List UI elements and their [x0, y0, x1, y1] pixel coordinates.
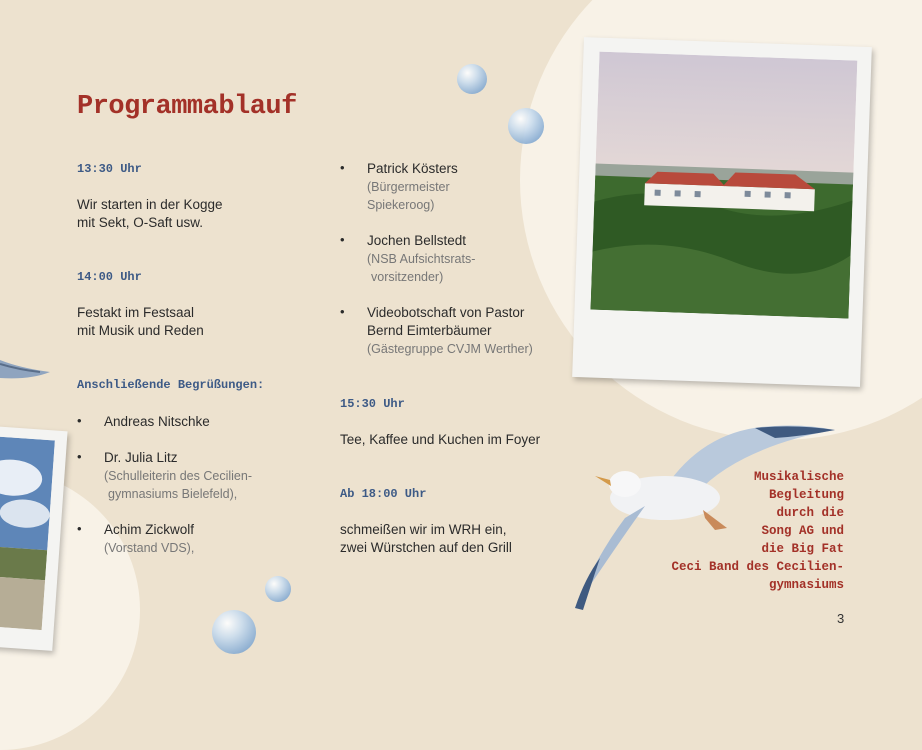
event-text: Wir starten in der Kogge mit Sekt, O-Saft usw. — [77, 197, 223, 230]
bullet-marker: • — [77, 413, 82, 428]
bullet-marker: • — [340, 232, 345, 247]
speaker-item: Videobotschaft von Pastor Bernd Eimterbäumer (Gästegruppe CVJM Werther) — [367, 305, 533, 356]
bubble-decoration — [265, 576, 291, 602]
speaker-item: Achim Zickwolf (Vorstand VDS), — [104, 522, 195, 555]
music-note: Musikalische Begleitung durch die Song AG und die Big Fat Ceci Band des Cecilien- gymnasiums — [671, 470, 844, 592]
bubble-decoration — [457, 64, 487, 94]
bullet-marker: • — [77, 449, 82, 464]
bullet-marker: • — [340, 304, 345, 319]
time-label: Ab 18:00 Uhr — [340, 487, 427, 501]
time-label: 14:00 Uhr — [77, 270, 142, 284]
speaker-item: Andreas Nitschke — [104, 414, 210, 429]
bubble-decoration — [212, 610, 256, 654]
seagull-wing-icon — [0, 350, 60, 390]
speaker-item: Jochen Bellstedt (NSB Aufsichtsrats- vorsitzender) — [367, 233, 476, 284]
beach-photo — [0, 436, 55, 630]
event-text: Festakt im Festsaal mit Musik und Reden — [77, 305, 204, 338]
event-text: schmeißen wir im WRH ein, zwei Würstchen auf den Grill — [340, 522, 512, 555]
event-text: Tee, Kaffee und Kuchen im Foyer — [340, 432, 541, 447]
time-label: 15:30 Uhr — [340, 397, 405, 411]
bubble-decoration — [508, 108, 544, 144]
page-number: 3 — [837, 611, 845, 626]
greetings-heading: Anschließende Begrüßungen: — [77, 378, 265, 392]
polaroid-photo — [572, 37, 872, 387]
speaker-item: Patrick Kösters (Bürgermeister Spiekeroog) — [367, 161, 458, 212]
page-title: Programmablauf — [77, 92, 297, 122]
time-label: 13:30 Uhr — [77, 162, 142, 176]
speaker-item: Dr. Julia Litz (Schulleiterin des Cecilien- gymnasiums Bielefeld), — [104, 450, 252, 501]
bullet-marker: • — [340, 160, 345, 175]
bullet-marker: • — [77, 521, 82, 536]
landscape-photo — [591, 52, 858, 319]
